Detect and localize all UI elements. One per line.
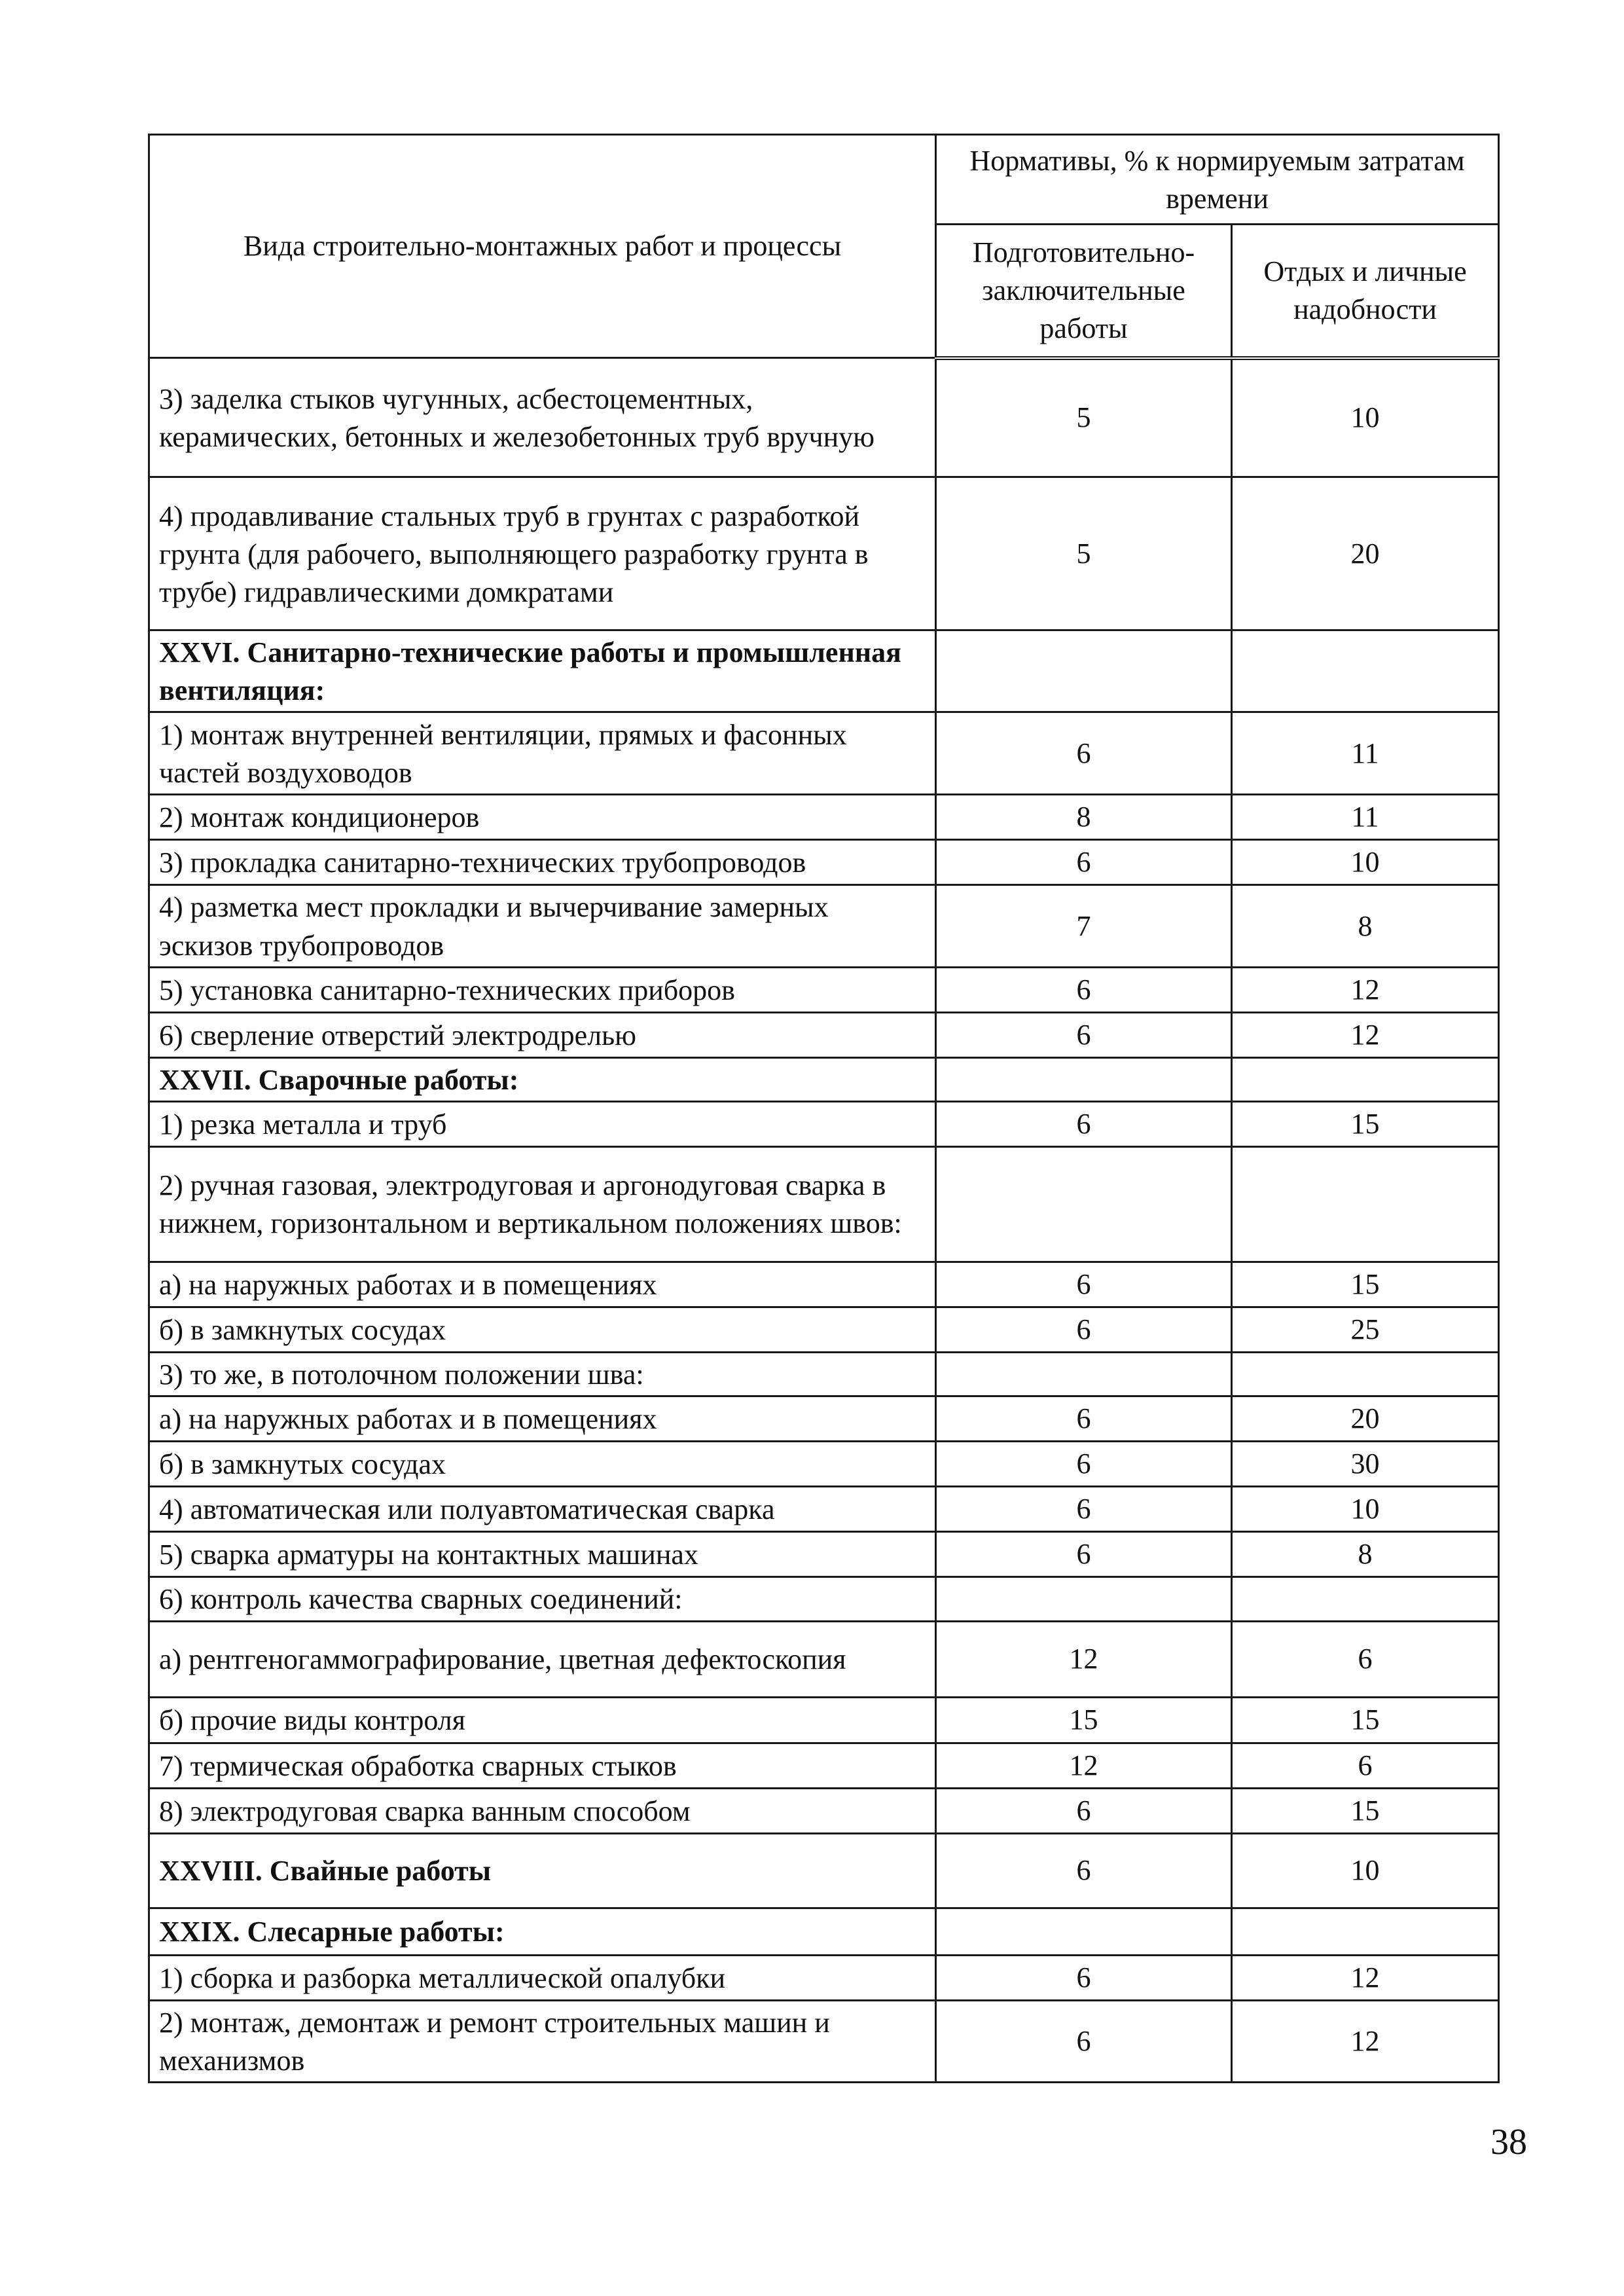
rest-percent: 8 [1232, 885, 1499, 967]
section-row [149, 1908, 1499, 1955]
table-row [149, 840, 1499, 885]
work-description: б) в замкнутых сосудах [149, 1442, 936, 1487]
prep-percent: 6 [936, 1833, 1232, 1908]
rest-percent: 10 [1232, 358, 1499, 477]
table-row [149, 1396, 1499, 1442]
rest-percent: 11 [1232, 712, 1499, 795]
rest-percent [1232, 630, 1499, 712]
table-row [149, 1442, 1499, 1487]
table-row [149, 1012, 1499, 1057]
rest-percent [1232, 1146, 1499, 1262]
work-description: 3) заделка стыков чугунных, асбестоцементных, керамических, бетонных и железобетонных труб вручную [149, 358, 936, 477]
table-row [149, 1262, 1499, 1307]
table-row [149, 2000, 1499, 2082]
prep-percent: 6 [936, 1307, 1232, 1353]
prep-percent [936, 1146, 1232, 1262]
rest-percent: 15 [1232, 1262, 1499, 1307]
work-description: 3) то же, в потолочном положении шва: [149, 1353, 936, 1396]
work-description: 4) разметка мест прокладки и вычерчивание замерных эскизов трубопроводов [149, 885, 936, 967]
rest-percent: 12 [1232, 2000, 1499, 2082]
prep-percent: 6 [936, 1262, 1232, 1307]
table-row [149, 795, 1499, 840]
section-title: XXVII. Сварочные работы: [149, 1057, 936, 1101]
page-number: 38 [1490, 2122, 1527, 2162]
table-row [149, 1532, 1499, 1577]
header-norms: Нормативы, % к нормируемым затратам времени [936, 135, 1499, 225]
prep-percent: 8 [936, 795, 1232, 840]
prep-percent: 6 [936, 1396, 1232, 1442]
work-description: б) в замкнутых сосудах [149, 1307, 936, 1353]
work-description: 4) автоматическая или полуавтоматическая сварка [149, 1487, 936, 1532]
work-description: 2) монтаж, демонтаж и ремонт строительных машин и механизмов [149, 2000, 936, 2082]
table-row [149, 712, 1499, 795]
rest-percent: 15 [1232, 1697, 1499, 1743]
work-description: а) на наружных работах и в помещениях [149, 1262, 936, 1307]
prep-percent [936, 1577, 1232, 1621]
rest-percent: 12 [1232, 1955, 1499, 2000]
prep-percent: 5 [936, 477, 1232, 630]
rest-percent [1232, 1577, 1499, 1621]
prep-percent: 6 [936, 1101, 1232, 1146]
header-work-types: Вида строительно-монтажных работ и процессы [149, 135, 936, 358]
prep-percent: 7 [936, 885, 1232, 967]
section-title: XXVIII. Свайные работы [149, 1833, 936, 1908]
prep-percent [936, 630, 1232, 712]
table-row [149, 477, 1499, 630]
work-description: 6) сверление отверстий электродрелью [149, 1012, 936, 1057]
norms-table [148, 134, 1500, 2083]
prep-percent: 6 [936, 1788, 1232, 1833]
rest-percent: 12 [1232, 1012, 1499, 1057]
prep-percent: 6 [936, 2000, 1232, 2082]
prep-percent: 6 [936, 1442, 1232, 1487]
section-title: XXIX. Слесарные работы: [149, 1908, 936, 1955]
prep-percent: 6 [936, 840, 1232, 885]
prep-percent [936, 1353, 1232, 1396]
section-row [149, 1057, 1499, 1101]
section-row [149, 630, 1499, 712]
prep-percent [936, 1908, 1232, 1955]
rest-percent: 10 [1232, 1833, 1499, 1908]
prep-percent: 6 [936, 1955, 1232, 2000]
rest-percent: 11 [1232, 795, 1499, 840]
work-description: 1) резка металла и труб [149, 1101, 936, 1146]
table-row [149, 1697, 1499, 1743]
rest-percent [1232, 1057, 1499, 1101]
table-row [149, 1101, 1499, 1146]
rest-percent: 12 [1232, 967, 1499, 1012]
work-description: 2) монтаж кондиционеров [149, 795, 936, 840]
table-row [149, 1353, 1499, 1396]
header-preparatory-work: Подготовительно-заключительные работы [936, 225, 1232, 358]
work-description: 6) контроль качества сварных соединений: [149, 1577, 936, 1621]
section-title: XXVI. Санитарно-технические работы и промышленная вентиляция: [149, 630, 936, 712]
work-description: 1) сборка и разборка металлической опалубки [149, 1955, 936, 2000]
rest-percent [1232, 1908, 1499, 1955]
prep-percent: 15 [936, 1697, 1232, 1743]
work-description: 7) термическая обработка сварных стыков [149, 1743, 936, 1788]
rest-percent: 20 [1232, 477, 1499, 630]
header-rest-needs: Отдых и личные надобности [1232, 225, 1499, 358]
work-description: 5) сварка арматуры на контактных машинах [149, 1532, 936, 1577]
table-header [149, 135, 1499, 358]
rest-percent: 10 [1232, 840, 1499, 885]
work-description: а) рентгеногаммографирование, цветная дефектоскопия [149, 1621, 936, 1697]
table-row [149, 885, 1499, 967]
table-row [149, 1577, 1499, 1621]
table-row [149, 1621, 1499, 1697]
work-description: 2) ручная газовая, электродуговая и аргонодуговая сварка в нижнем, горизонтальном и вертикальном положениях швов: [149, 1146, 936, 1262]
rest-percent: 10 [1232, 1487, 1499, 1532]
table-row [149, 1146, 1499, 1262]
prep-percent: 5 [936, 358, 1232, 477]
prep-percent: 6 [936, 967, 1232, 1012]
rest-percent: 15 [1232, 1788, 1499, 1833]
prep-percent: 6 [936, 712, 1232, 795]
work-description: 3) прокладка санитарно-технических трубопроводов [149, 840, 936, 885]
work-description: 1) монтаж внутренней вентиляции, прямых и фасонных частей воздуховодов [149, 712, 936, 795]
prep-percent: 12 [936, 1743, 1232, 1788]
rest-percent [1232, 1353, 1499, 1396]
prep-percent: 12 [936, 1621, 1232, 1697]
table-row [149, 1487, 1499, 1532]
table-row [149, 1743, 1499, 1788]
rest-percent: 30 [1232, 1442, 1499, 1487]
table-row [149, 967, 1499, 1012]
work-description: 8) электродуговая сварка ванным способом [149, 1788, 936, 1833]
rest-percent: 20 [1232, 1396, 1499, 1442]
rest-percent: 15 [1232, 1101, 1499, 1146]
work-description: а) на наружных работах и в помещениях [149, 1396, 936, 1442]
work-description: б) прочие виды контроля [149, 1697, 936, 1743]
table-row [149, 1788, 1499, 1833]
rest-percent: 25 [1232, 1307, 1499, 1353]
table-row [149, 1307, 1499, 1353]
prep-percent: 6 [936, 1532, 1232, 1577]
rest-percent: 8 [1232, 1532, 1499, 1577]
section-row [149, 1833, 1499, 1908]
table-row [149, 358, 1499, 477]
work-description: 4) продавливание стальных труб в грунтах с разработкой грунта (для рабочего, выполняющего разработку грунта в трубе) гидравлическими домкратами [149, 477, 936, 630]
table-body [149, 358, 1499, 2083]
rest-percent: 6 [1232, 1621, 1499, 1697]
work-description: 5) установка санитарно-технических приборов [149, 967, 936, 1012]
rest-percent: 6 [1232, 1743, 1499, 1788]
table-row [149, 1955, 1499, 2000]
prep-percent: 6 [936, 1487, 1232, 1532]
prep-percent: 6 [936, 1012, 1232, 1057]
prep-percent [936, 1057, 1232, 1101]
